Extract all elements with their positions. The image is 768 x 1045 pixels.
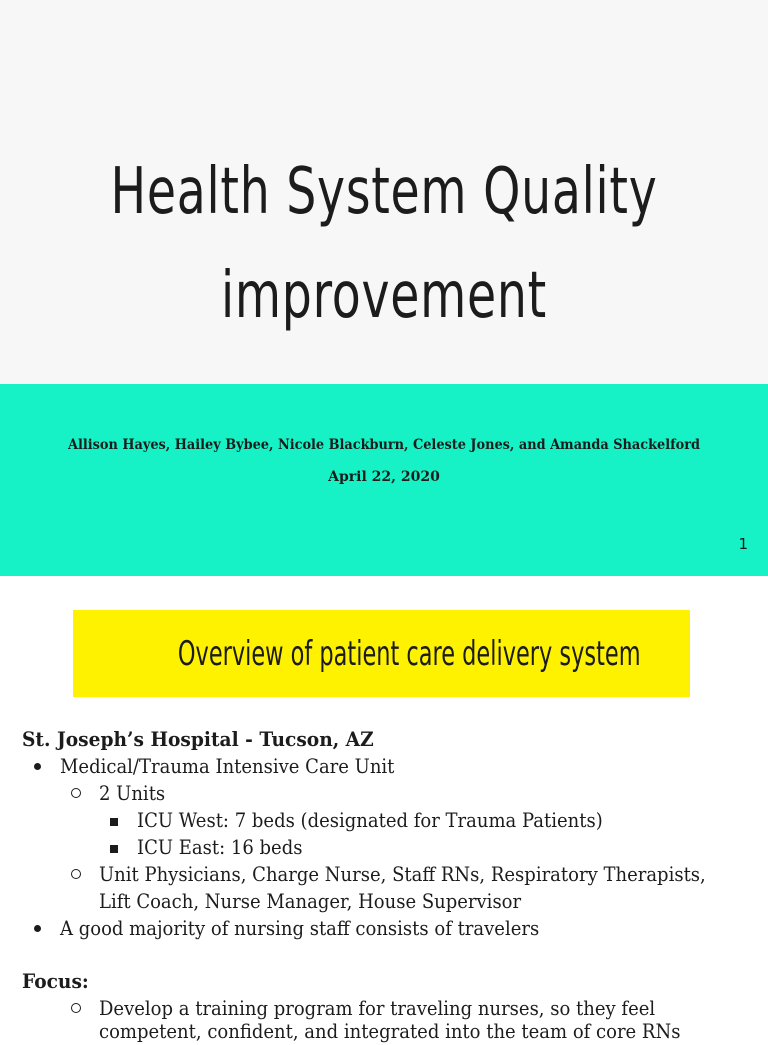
list-item-text: 2 Units (99, 781, 166, 805)
list-item-continuation (22, 1018, 762, 1045)
spacer (22, 942, 762, 968)
list-item (22, 780, 762, 807)
list-item (22, 834, 762, 861)
list-item-text: Lift Coach, Nurse Manager, House Supervisor (99, 889, 522, 913)
bullet-dot-icon (34, 925, 41, 932)
overview-slide (0, 576, 768, 1043)
bullet-dot-icon (34, 763, 41, 770)
page-number: 1 (738, 535, 748, 553)
title-block (0, 140, 768, 348)
list-item-text: A good majority of nursing staff consists of travelers (60, 916, 540, 940)
bullet-circle-icon (71, 788, 81, 798)
slide-title-line-2: improvement (221, 259, 547, 333)
list-item-text: ICU West: 7 beds (designated for Trauma Patients) (137, 808, 603, 832)
section-title-highlight (73, 610, 690, 697)
list-item-text: competent, confident, and integrated into the team of core RNs (99, 1019, 681, 1043)
focus-heading: Focus: (22, 969, 89, 993)
list-item-continuation (22, 888, 762, 915)
list-item-text: ICU East: 16 beds (137, 835, 303, 859)
list-item-text: Medical/Trauma Intensive Care Unit (60, 754, 395, 778)
presentation-date: April 22, 2020 (328, 469, 440, 485)
list-item-text: Unit Physicians, Charge Nurse, Staff RNs, Respiratory Therapists, (99, 862, 706, 886)
bullet-circle-icon (71, 869, 81, 879)
hospital-heading-line (22, 726, 762, 753)
author-list: Allison Hayes, Hailey Bybee, Nicole Blackburn, Celeste Jones, and Amanda Shackelford (67, 437, 701, 453)
list-item (22, 807, 762, 834)
section-title: Overview of patient care delivery system (177, 634, 641, 674)
list-item (22, 753, 762, 780)
hospital-heading: St. Joseph’s Hospital - Tucson, AZ (22, 727, 374, 751)
list-item (22, 915, 762, 942)
list-item-text: Develop a training program for traveling nurses, so they feel (99, 996, 656, 1020)
slide-content (22, 726, 762, 1045)
bullet-circle-icon (71, 1003, 81, 1013)
focus-heading-line (22, 968, 762, 995)
list-item (22, 861, 762, 888)
bullet-square-icon (110, 845, 118, 853)
slide-title-line-1: Health System Quality (110, 155, 658, 229)
bullet-square-icon (110, 818, 118, 826)
